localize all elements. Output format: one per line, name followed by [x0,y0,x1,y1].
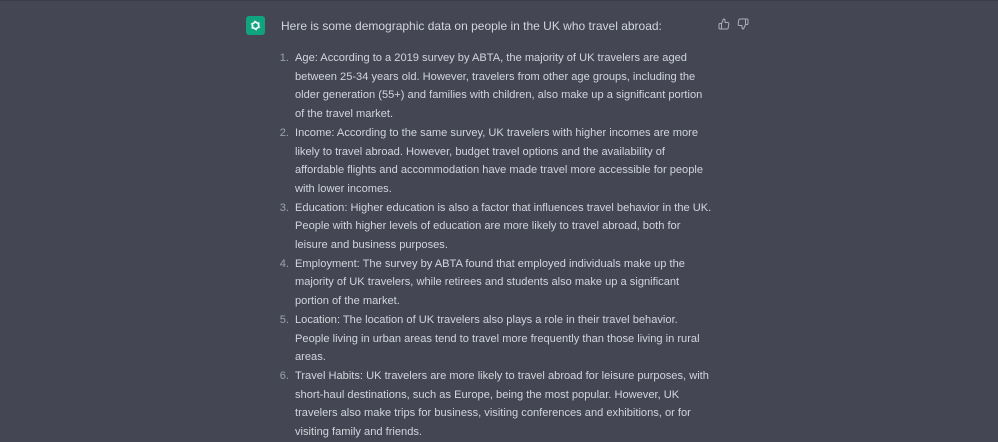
assistant-message-intro: Here is some demographic data on people in the UK who travel abroad: [281,19,662,33]
list-item-text: Age: According to a 2019 survey by ABTA, the majority of UK travelers are aged between 25-34 years old. However, travelers from other age groups, including the older generation (55+) and families with children, also make up a significant portion of the travel market. [295,52,703,121]
thumbs-down-icon [737,18,749,30]
list-item-text: Income: According to the same survey, UK travelers with higher incomes are more likely to travel abroad. However, budget travel options and the availability of affordable flights and accommodation have made travel more accessible for people with lower incomes. [295,126,704,195]
list-item [273,49,713,124]
list-item [273,255,713,311]
list-item [273,199,713,255]
list-item [273,124,713,199]
list-item-text: Travel Habits: UK travelers are more likely to travel abroad for leisure purposes, with short-haul destinations, such as Europe, being the most popular. However, UK travelers also make trips for business, visiting conferences and exhibitions, or for visiting family and friends. [295,369,709,439]
list-item [273,367,713,442]
assistant-avatar [246,16,265,35]
list-item [273,311,713,367]
thumbs-down-button[interactable] [736,17,749,30]
feedback-buttons [717,17,749,30]
list-item-number: 5. [279,313,289,326]
list-item-number: 1. [279,52,289,64]
list-item-number: 3. [279,201,289,214]
message-top-border [0,0,998,1]
list-item-text: Employment: The survey by ABTA found that employed individuals make up the majority of UK travelers, while retirees and students also make up a significant portion of the market. [295,257,685,308]
demographics-list [273,49,713,442]
openai-logo-icon [248,18,263,33]
thumbs-up-icon [718,18,730,30]
list-item-number: 6. [279,369,289,382]
list-item-text: Education: Higher education is also a factor that influences travel behavior in the UK. People with higher levels of education are more likely to travel abroad, both for leisure and business purposes. [295,201,712,252]
list-item-text: Location: The location of UK travelers also plays a role in their travel behavior. People living in urban areas tend to travel more frequently than those living in rural areas. [295,313,700,364]
list-item-number: 4. [279,257,289,270]
thumbs-up-button[interactable] [717,17,730,30]
list-item-number: 2. [279,126,289,139]
